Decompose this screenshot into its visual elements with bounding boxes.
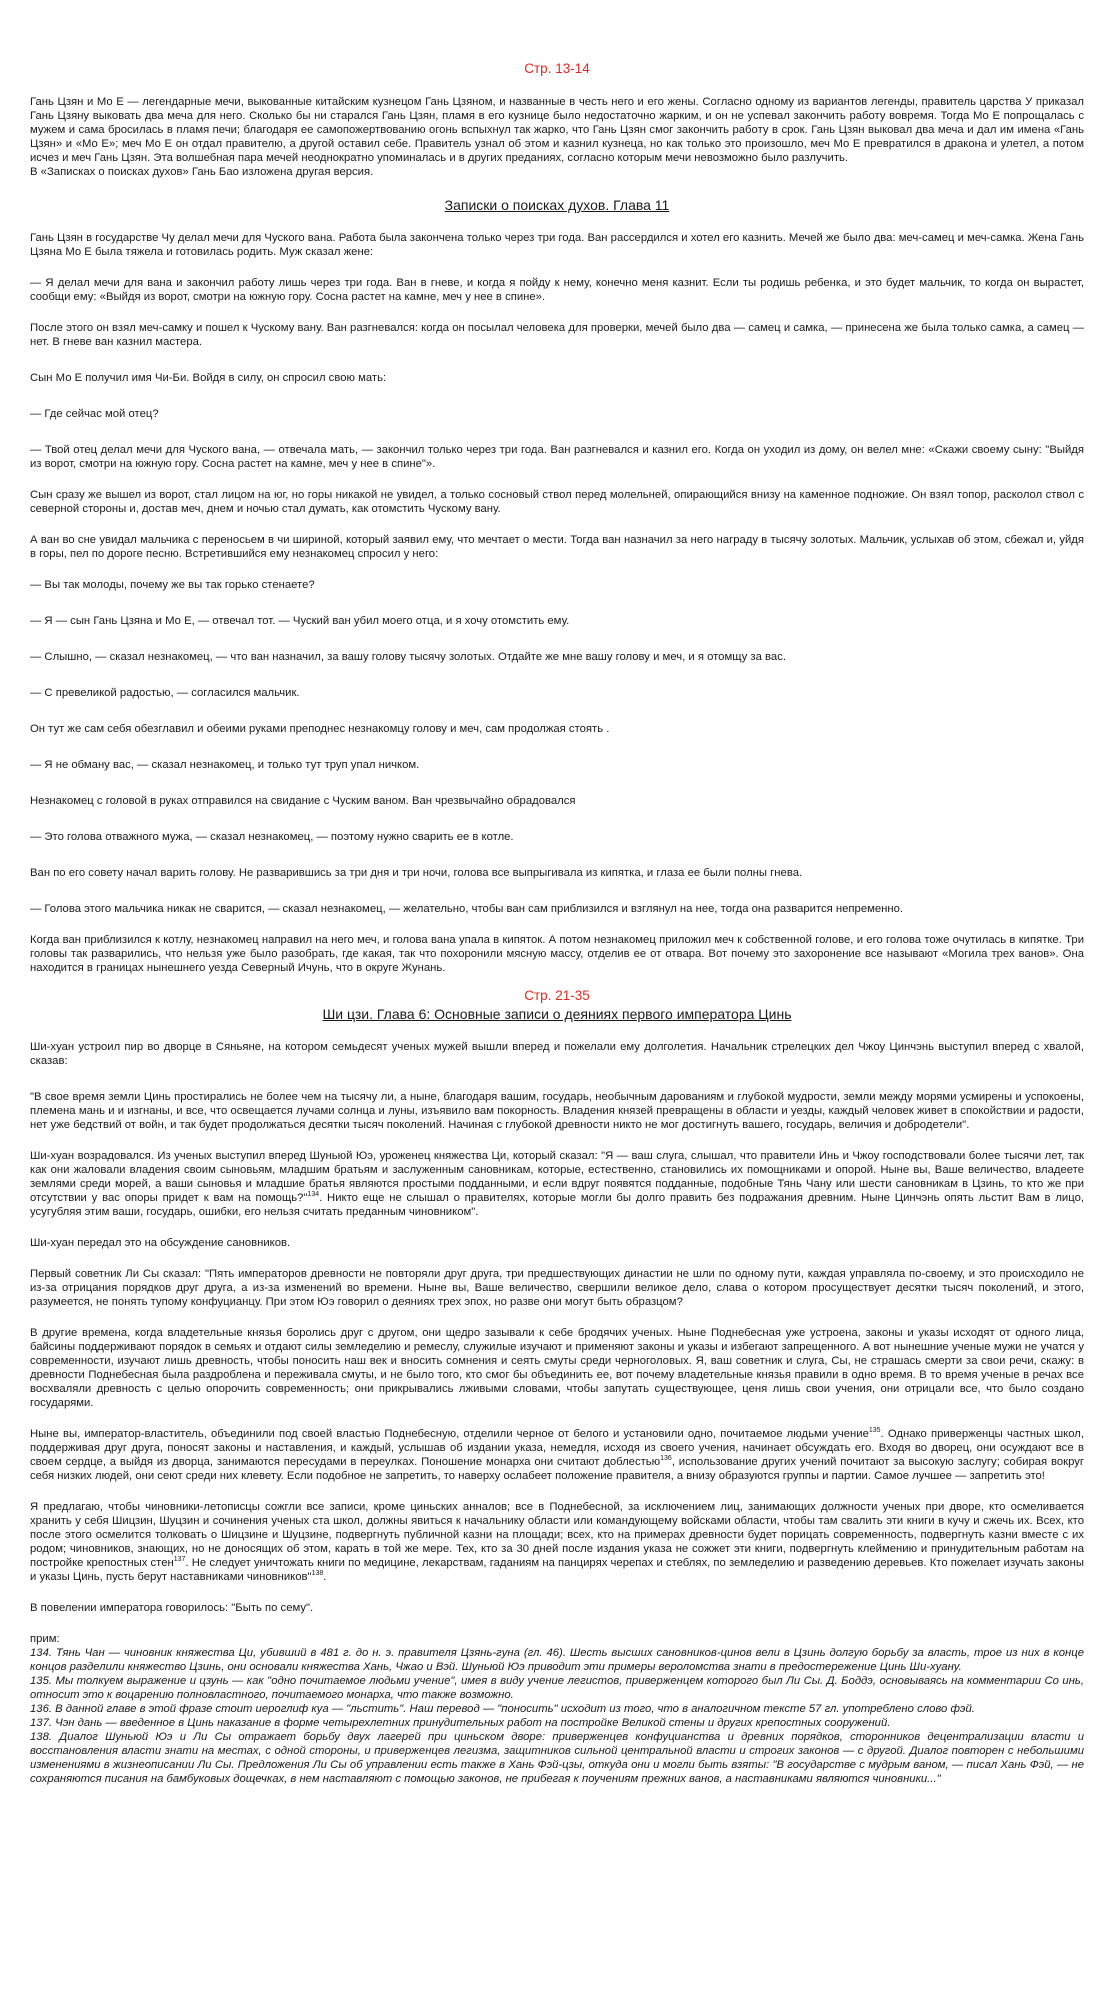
story-paragraph: А ван во сне увидал мальчика с переносьем в чи шириной, который заявил ему, что мечтает о мести. Тогда ван назначил за него награду в тысячу золотых. Мальчик, услыхав об этом, сбежал и, уйдя в горы, пел по дороге песню. Встретившийся ему незнакомец спросил у него: [30, 534, 1084, 560]
page-reference-13-14: Стр. 13-14 [524, 61, 590, 76]
story-paragraph: — Я делал мечи для вана и закончил работу лишь через три года. Ван в гневе, и когда я пойду к нему, конечно меня казнит. Если ты родишь ребенка, и это будет мальчик, то когда он вырастет, сообщи ему: «Выйдя из ворот, смотри на южную гору. Сосна растет на камне, меч у нее в спине». [30, 277, 1084, 303]
footnote-138: 138. Диалог Шуньюй Юэ и Ли Сы отражает борьбу двух лагерей при циньском дворе: приверженцев конфуцианства и древних порядков, сторонников децентрализации власти и восстановления власти знати на местах, с одной стороны, и приверженцев легизма, защитников сильной центральной власти и строгих законов — с другой. Диалог повторен с небольшими изменениями в жизнеописании Ли Сы. Предложения Ли Сы об управлении есть также в Хань Фэй-цзы, откуда они и могли быть взяты: "В государстве с мудрым ваном, — писал Хань Фэй, — не сохраняются писания на бамбуковых дощечках, в нем наставляют с помощью законов, не прибегая к поучениям прежних ванов, а наставниками являются чиновники..." [30, 1731, 1084, 1785]
page-reference-21-35: Стр. 21-35 [524, 988, 590, 1003]
shiji-paragraph: Ши-хуан передал это на обсуждение сановников. [30, 1237, 291, 1249]
footnote-137: 137. Чэн дань — введенное в Цинь наказание в форме четырехлетних принудительных работ на постройке Великой стены и других крепостных сооружений. [30, 1717, 891, 1729]
story-paragraph: — Где сейчас мой отец? [30, 408, 159, 420]
footnote-135: 135. Мы толкуем выражение и цзунь — как "одно почитаемое людьми учение", имея в виду учение легистов, приверженцем которого был Ли Сы. Д. Боддэ, основываясь на комментарии Со инь, относит это к воцарению полновластного, почитаемого монарха, что также возможно. [30, 1675, 1084, 1701]
story-paragraph: Сын Мо Е получил имя Чи-Би. Войдя в силу, он спросил свою мать: [30, 372, 387, 384]
story-paragraph: — Слышно, — сказал незнакомец, — что ван назначил, за вашу голову тысячу золотых. Отдайте же мне вашу голову и меч, и я отомщу за вас. [30, 651, 786, 663]
story-paragraph: Гань Цзян в государстве Чу делал мечи для Чуского вана. Работа была закончена только через три года. Ван рассердился и хотел его казнить. Мечей же было два: меч-самец и меч-самка. Жена Гань Цзяна Мо Е была тяжела и готовилась родить. Муж сказал жене: [30, 232, 1084, 258]
shiji-paragraph: "В свое время земли Цинь простирались не более чем на тысячу ли, а ныне, благодаря вашим, государь, необычным дарованиям и глубокой мудрости, земли между морями усмирены и успокоены, племена мань и и изгнаны, и все, что освещается лучами солнца и луны, изъявило вам покорность. Владения князей превращены в области и уезды, каждый человек живет в спокойствии и радости, нет уже бедствий от войн, и так будет продолжаться десятки тысяч поколений. Начиная с глубокой древности никто не мог достигнуть вашего, государь, величия и добродетели". [30, 1091, 1084, 1131]
story-paragraph: — Это голова отважного мужа, — сказал незнакомец, — поэтому нужно сварить ее в котле. [30, 831, 514, 843]
intro-version-note: В «Записках о поисках духов» Гань Бао изложена другая версия. [30, 166, 374, 178]
story-paragraph: Незнакомец с головой в руках отправился на свидание с Чуским ваном. Ван чрезвычайно обрадовался [30, 795, 576, 807]
story-paragraph: Он тут же сам себя обезглавил и обеими руками преподнес незнакомцу голову и меч, сам продолжая стоять . [30, 723, 610, 735]
story-paragraph: После этого он взял меч-самку и пошел к Чускому вану. Ван разгневался: когда он посылал человека для проверки, мечей было два — самец и самка, — принесена же была только самка, а самец — нет. В гневе ван казнил мастера. [30, 322, 1084, 348]
shiji-paragraph: Ши-хуан устроил пир во дворце в Сяньяне, на котором семьдесят ученых мужей вышли вперед и пожелали ему долголетия. Начальник стрелецких дел Чжоу Цинчэнь выступил вперед с хвалой, сказав: [30, 1041, 1084, 1067]
shiji-paragraph: В другие времена, когда владетельные князья боролись друг с другом, они щедро зазывали к себе бродячих ученых. Ныне Поднебесная уже устроена, законы и указы исходят от одного лица, байсины поддерживают порядок в семьях и отдают силы земледелию и ремеслу, служилые изучают и применяют законы и указы и избегают запрещенного. А вот нынешние ученые мужи не учатся у современности, изучают лишь древность, чтобы поносить наш век и вносить сомнения и сеять смуты среди черноголовых. Я, ваш советник и слуга, Сы, не страшась смерти за свои речи, скажу: в древности Поднебесная была раздроблена и переживала смуты, и не было того, кто смог бы объединить ее, вот почему владетельные князья правили в одно время. В то время ученые в речах все восхваляли древность с целью опорочить современность; они прикрывались лживыми словами, чтобы запутать существующее, ценя лишь свои учения, они отрицали все, что было создано государями. [30, 1327, 1084, 1409]
shiji-paragraph: Ши-хуан возрадовался. Из ученых выступил вперед Шуньюй Юэ, уроженец княжества Ци, который сказал: "Я — ваш слуга, слышал, что правители Инь и Чжоу господствовали более тысячи лет, так как они жаловали владения своим сыновьям, младшим братьям и заслуженным сановникам, которые, естественно, становились их помощниками и опорой. Ныне вы, Ваше величество, владеете землями среди морей, а ваши сыновья и младшие братья являются простыми подданными, и если вдруг появятся подданные, подобные Тянь Чану или шести сановникам в Цзинь, то кто же при отсутствии у вас опоры придет к вам на помощь?"$^{134}$. Никто еще не слышал о правителях, которые могли бы долго править без подражания древним. Ныне Цинчэнь опять льстит Вам в лицо, усугубляя этим ваши, государь, ошибки, его нельзя считать преданным чиновником". [30, 1150, 1084, 1218]
intro-paragraph: Гань Цзян и Мо Е — легендарные мечи, выкованные китайским кузнецом Гань Цзяном, и названные в честь него и его жены. Согласно одному из вариантов легенды, правитель царства У приказал Гань Цзяну выковать два меча для него. Сколько бы ни старался Гань Цзян, пламя в его кузнице было недостаточно жарким, и он не успевал закончить работу вовремя. Тогда Мо Е попрощалась с мужем и сама бросилась в пламя печи; благодаря ее самопожертвованию огонь вспыхнул так жарко, что Гань Цзян смог закончить работу в срок. Гань Цзян выковал два меча и дал им имена «Гань Цзян» и «Мо Е»; меч Мо Е он отдал правителю, а другой оставил себе. Правитель узнал об этом и казнил кузнеца, но как только это произошло, меч Мо Е превратился в дракона и улетел, а потом исчез и меч Гань Цзян. Эта волшебная пара мечей неоднократно упоминалась и в других преданиях, согласно которым мечи невозможно было разлучить. [30, 96, 1084, 164]
story-paragraph: — Я — сын Гань Цзяна и Мо Е, — отвечал тот. — Чуский ван убил моего отца, и я хочу отомстить ему. [30, 615, 570, 627]
story-paragraph: Когда ван приблизился к котлу, незнакомец направил на него меч, и голова вана упала в кипяток. А потом незнакомец приложил меч к собственной голове, и его голова тоже очутилась в кипятке. Три головы так разварились, что нельзя уже было разобрать, где какая, так что похоронили мясную массу, отделив ее от отвара. Вот почему это захоронение все называют «Могила трех ванов». Она находится в границах нынешнего уезда Северный Ичунь, что в округе Жунань. [30, 934, 1084, 974]
footnote-ref: 135 [868, 1427, 881, 1435]
shiji-paragraph: В повелении императора говорилось: "Быть по сему". [30, 1602, 314, 1614]
shiji-paragraph: Первый советник Ли Сы сказал: "Пять императоров древности не повторяли друг друга, три предшествующих династии не шли по одному пути, каждая управляла по-своему, и это происходило не из-за отрицания порядков друг друга, а из-за изменений во времени. Ныне вы, Ваше величество, свершили великое дело, слава о котором просуществует десятки тысяч поколений, и этого, разумеется, не понять тупому конфуцианцу. При этом Юэ говорил о деяниях трех эпох, но разве они могут быть образцом? [30, 1268, 1084, 1308]
section-heading-shiji: Ши цзи. Глава 6: Основные записи о деяниях первого императора Цинь [322, 1006, 792, 1022]
section-heading-soushen: Записки о поисках духов. Глава 11 [444, 197, 670, 213]
footnote-ref: 138 [311, 1570, 324, 1578]
story-paragraph: — Я не обману вас, — сказал незнакомец, и только тут труп упал ничком. [30, 759, 420, 771]
footnote-134: 134. Тянь Чан — чиновник княжества Ци, убивший в 481 г. до н. э. правителя Цзянь-гуна (гл. 46). Шесть высших сановников-цинов вели в Цзинь долгую борьбу за власть, трое из них в конце концов разделили княжество Цзинь, они основали княжества Хань, Чжао и Вэй. Шуньюй Юэ приводит эти примеры вероломства знати в предостережение Цинь Ши-хуану. [30, 1647, 1084, 1673]
footnote-136: 136. В данной главе в этой фразе стоит иероглиф куа — "льстить". Наш перевод — "поносить" исходит из того, что в аналогичном тексте 57 гл. употреблено слово фэй. [30, 1703, 975, 1715]
footnote-ref: 136 [660, 1455, 672, 1463]
story-paragraph: — Вы так молоды, почему же вы так горько стенаете? [30, 579, 315, 591]
story-paragraph: — Голова этого мальчика никак не сварится, — сказал незнакомец, — желательно, чтобы ван сам приблизился и взглянул на нее, тогда она разварится непременно. [30, 903, 904, 915]
story-paragraph: — С превеликой радостью, — согласился мальчик. [30, 687, 300, 699]
story-paragraph: Сын сразу же вышел из ворот, стал лицом на юг, но горы никакой не увидел, а только сосновый ствол перед молельней, опирающийся внизу на каменное подножие. Он взял топор, расколол ствол с северной стороны и, достав меч, днем и ночью стал думать, как отомстить Чускому вану. [30, 489, 1084, 515]
story-paragraph: — Твой отец делал мечи для Чуского вана, — отвечала мать, — закончил только через три года. Ван разгневался и казнил его. Когда он уходил из дому, он велел мне: «Скажи своему сыну: "Выйдя из ворот, смотри на южную гору. Сосна растет на камне, меч у нее в спине"». [30, 444, 1084, 470]
footnote-ref: 137 [173, 1556, 186, 1564]
shiji-paragraph: Ныне вы, император-властитель, объединили под своей властью Поднебесную, отделили черное от белого и установили одно, почитаемое людьми учение$^{135}$. Однако приверженцы частных школ, поддерживая друг друга, поносят законы и наставления, и каждый, услышав об издании указа, немедля, исходя из своего учения, начинает обсуждать его. Входя во дворец, они осуждают все в своем сердце, а выйдя из дворца, занимаются пересудами в переулках. Поношение монарха они считают доблестью$^{136}$, использование других учений почитают за высокую заслугу; собирая вокруг себя низких людей, они сеют среди них клевету. Если подобное не запретить, то наверху ослабеет положение правителя, а внизу образуются группы и партии. Самое лучшее — запретить это! [30, 1427, 1085, 1482]
story-paragraph: Ван по его совету начал варить голову. Не разварившись за три дня и три ночи, голова все выпрыгивала из кипятка, и глаза ее были полны гнева. [30, 867, 803, 879]
notes-title: прим: [30, 1633, 60, 1645]
shiji-paragraph: Я предлагаю, чтобы чиновники-летописцы сожгли все записи, кроме циньских анналов; все в Поднебесной, за исключением лиц, занимающих должности ученых при дворе, кто осмеливается хранить у себя Шицзин, Шуцзин и сочинения ученых ста школ, должны явиться к начальнику области или командующему войсками области, чтобы там свалить эти книги в кучу и сжечь их. Всех, кто после этого осмелится толковать о Шицзине и Шуцзине, подвергнуть публичной казни на площади; всех, кто на примерах древности будет порицать современность, подвергнуть казни вместе с их родом; чиновников, знающих, но не доносящих об этом, карать в той же мере. Тех, кто за 30 дней после издания указа не сожжет эти книги, подвергнуть клеймению и принудительным работам на постройке крепостных стен$^{137}$. Не следует уничтожать книги по медицине, лекарствам, гаданиям на панцирях черепах и стеблях, по земледелию и разведению деревьев. Кто пожелает изучать законы и указы Цинь, пусть берут наставниками чиновников"$^{138}$. [30, 1501, 1084, 1583]
document-page [30, 60, 1084, 1786]
footnote-ref: 134 [307, 1191, 320, 1199]
